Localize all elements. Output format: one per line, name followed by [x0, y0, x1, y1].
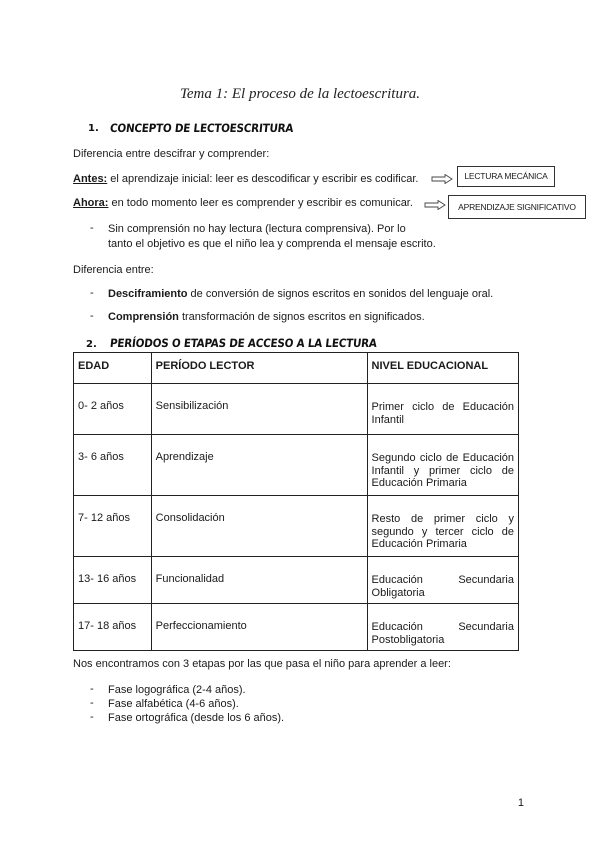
- bullet3-line: [108, 310, 425, 324]
- lectura-mecanica-box: LECTURA MECÁNICA: [457, 166, 555, 187]
- cell-edad: [74, 435, 152, 496]
- desciframiento-term: Desciframiento: [108, 288, 188, 300]
- table-row: [74, 496, 519, 557]
- cell-nivel-text: Resto de primer ciclo y segundo y tercer ciclo de Educación Primaria: [371, 513, 514, 550]
- ahora-text: en todo momento leer es comprender y escribir es comunicar.: [108, 197, 413, 209]
- table-row: [74, 435, 519, 496]
- cell-edad-text: 13- 16 años: [78, 573, 137, 585]
- cell-periodo: [151, 557, 367, 604]
- arrow-right-icon: [431, 174, 453, 184]
- cell-nivel: [367, 384, 518, 435]
- table-header-row: [74, 353, 519, 384]
- section-1-number: 1.: [88, 123, 99, 134]
- ahora-label: Ahora:: [73, 197, 109, 209]
- table-row: [74, 384, 519, 435]
- cell-edad-text: 7- 12 años: [78, 512, 130, 524]
- ahora-line: [73, 196, 413, 210]
- antes-text: el aprendizaje inicial: leer es descodificar y escribir es codificar.: [107, 173, 419, 185]
- arrow-right-icon: [424, 200, 446, 210]
- intro-text: Diferencia entre descifrar y comprender:: [73, 148, 270, 160]
- section-2-heading: PERÍODOS O ETAPAS DE ACCESO A LA LECTURA: [109, 336, 378, 350]
- cell-edad-text: 0- 2 años: [78, 400, 124, 412]
- page-title: Tema 1: El proceso de la lectoescritura.: [179, 86, 421, 102]
- cell-nivel-text: Educación Secundaria Obligatoria: [371, 574, 514, 599]
- header-periodo: PERÍODO LECTOR: [151, 353, 367, 384]
- cell-nivel-text: Segundo ciclo de Educación Infantil y primer ciclo de Educación Primaria: [371, 452, 514, 489]
- cell-periodo: [151, 435, 367, 496]
- comprension-text: transformación de signos escritos en significados.: [178, 311, 425, 323]
- periods-table: [73, 352, 519, 651]
- table-row: [74, 557, 519, 604]
- cell-edad-text: 3- 6 años: [78, 451, 124, 463]
- header-edad: EDAD: [74, 353, 152, 384]
- cell-edad: [74, 384, 152, 435]
- bullet-dash: -: [90, 310, 94, 322]
- bullet-dash: -: [90, 683, 94, 695]
- bullet-dash: -: [90, 287, 94, 299]
- cell-periodo: [151, 384, 367, 435]
- cell-nivel-text: Primer ciclo de Educación Infantil: [371, 401, 514, 426]
- cell-edad: [74, 557, 152, 604]
- etapa-alfabetica: Fase alfabética (4-6 años).: [108, 698, 239, 710]
- cell-nivel: [367, 496, 518, 557]
- page-number: 1: [517, 797, 524, 809]
- bullet-dash: -: [90, 711, 94, 723]
- header-nivel: NIVEL EDUCACIONAL: [367, 353, 518, 384]
- cell-nivel: [367, 604, 518, 651]
- desciframiento-text: de conversión de signos escritos en sonidos del lenguaje oral.: [187, 288, 494, 300]
- cell-nivel: [367, 557, 518, 604]
- bullet-dash: -: [90, 222, 94, 234]
- cell-edad: [74, 604, 152, 651]
- bullet-dash: -: [90, 697, 94, 709]
- cell-edad-text: 17- 18 años: [78, 620, 137, 632]
- table-row: [74, 604, 519, 651]
- cell-edad: [74, 496, 152, 557]
- etapa-ortografica: Fase ortográfica (desde los 6 años).: [108, 712, 285, 724]
- cell-periodo: [151, 496, 367, 557]
- etapa-logografica: Fase logográfica (2-4 años).: [108, 684, 246, 696]
- section-1-heading: CONCEPTO DE LECTOESCRITURA: [109, 121, 295, 135]
- cell-periodo-text: Consolidación: [155, 512, 225, 524]
- section-2-number: 2.: [86, 339, 97, 350]
- bullet1-line2: tanto el objetivo es que el niño lea y comprenda el mensaje escrito.: [108, 238, 436, 250]
- bullet1-line1: Sin comprensión no hay lectura (lectura comprensiva). Por lo: [108, 223, 406, 235]
- cell-periodo-text: Aprendizaje: [155, 451, 214, 463]
- diferencia-text: Diferencia entre:: [73, 264, 154, 276]
- antes-label: Antes:: [73, 173, 108, 185]
- cell-nivel-text: Educación Secundaria Postobligatoria: [371, 621, 514, 646]
- cell-periodo-text: Funcionalidad: [155, 573, 225, 585]
- aprendizaje-significativo-box: APRENDIZAJE SIGNIFICATIVO: [448, 195, 586, 219]
- cell-periodo: [151, 604, 367, 651]
- cell-periodo-text: Perfeccionamiento: [155, 620, 247, 632]
- cell-periodo-text: Sensibilización: [155, 400, 229, 412]
- antes-line: [73, 172, 418, 186]
- cell-nivel: [367, 435, 518, 496]
- bullet2-line: [108, 287, 493, 301]
- etapas-intro: Nos encontramos con 3 etapas por las que pasa el niño para aprender a leer:: [73, 658, 451, 670]
- comprension-term: Comprensión: [108, 311, 179, 323]
